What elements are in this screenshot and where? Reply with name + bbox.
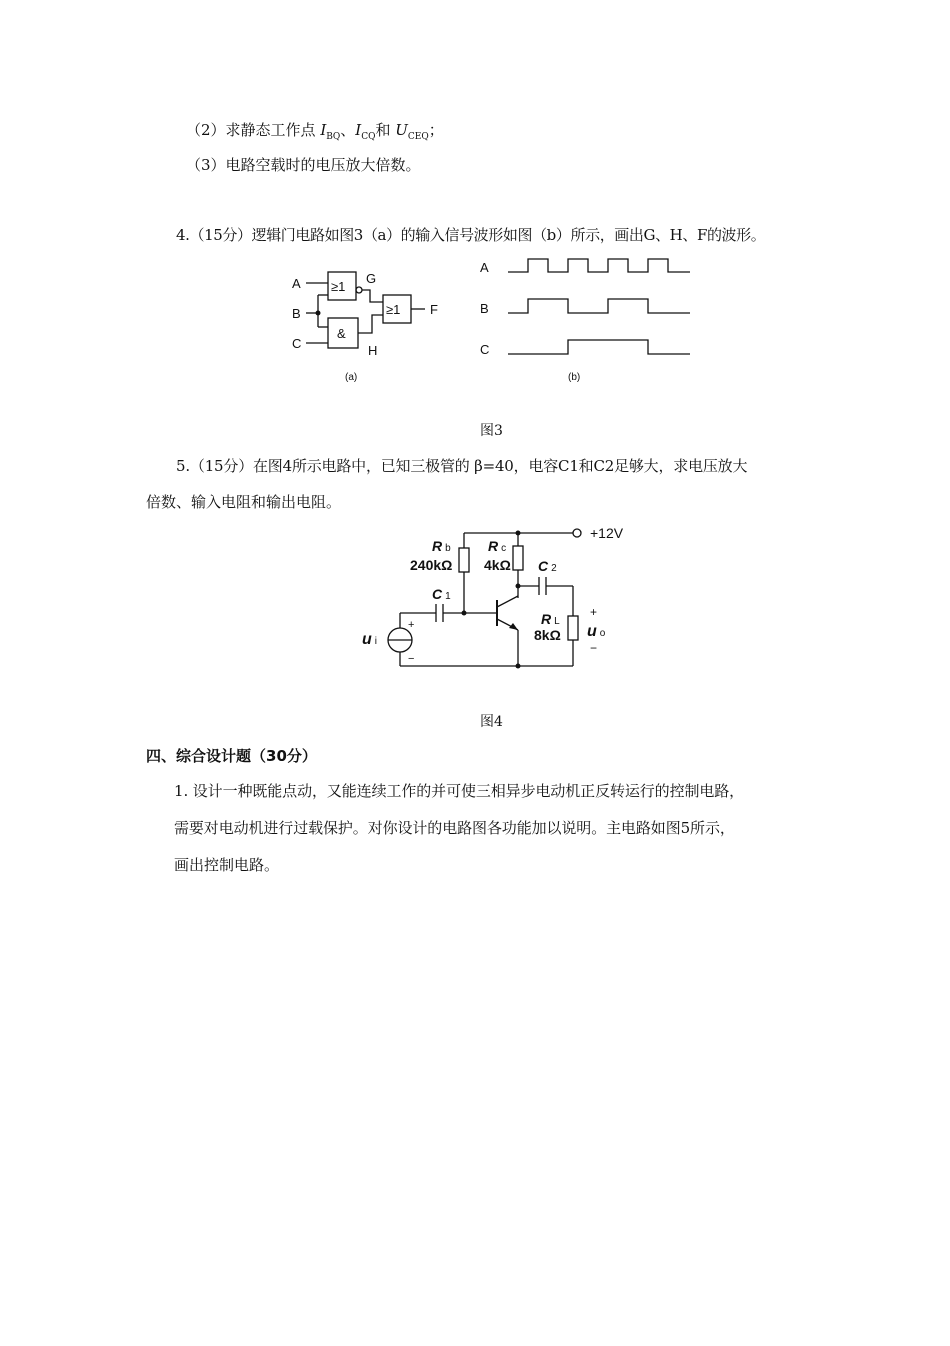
rl-name: R L xyxy=(541,611,560,627)
figure-4 xyxy=(0,520,950,685)
c1-name: C 1 xyxy=(432,586,451,602)
problem-4-text: 4.（15分）逻辑门电路如图3（a）的输入信号波形如图（b）所示，画出G、H、F的波形。 xyxy=(176,226,766,244)
design-1-line1: 1. 设计一种既能点动，又能连续工作的并可使三相异步电动机正反转运行的控制电路， xyxy=(174,782,745,800)
resistor-rl xyxy=(568,616,578,640)
uo-plus: + xyxy=(590,605,598,619)
wave-label-b: B xyxy=(480,301,489,316)
resistor-rc xyxy=(513,546,523,570)
ui-minus: − xyxy=(408,653,415,665)
question-3: （3）电路空载时的电压放大倍数。 xyxy=(186,156,421,174)
rc-name: R c xyxy=(488,538,507,554)
section-4-heading: 四、综合设计题（30分） xyxy=(146,747,317,765)
design-1-line2: 需要对电动机进行过载保护。对你设计的电路图各功能加以说明。主电路如图5所示， xyxy=(174,819,735,837)
uo-label: uo xyxy=(587,623,606,640)
or-gate-1-symbol: ≥1 xyxy=(331,279,346,294)
wave-label-a: A xyxy=(480,260,489,275)
question-2: （2）求静态工作点 $I_{BQ}$、$I_{CQ}$和 $U_{CEQ}$； xyxy=(186,121,444,142)
wave-label-c: C xyxy=(480,342,490,357)
figure-4-caption: 图4 xyxy=(480,714,503,730)
rl-value: 8kΩ xyxy=(534,627,561,643)
ui-label: ui xyxy=(362,631,378,648)
rb-name: R b xyxy=(432,538,451,554)
problem-5-text-line2: 倍数、输入电阻和输出电阻。 xyxy=(146,493,342,511)
uo-minus: − xyxy=(590,641,598,655)
rc-value: 4kΩ xyxy=(484,557,511,573)
label-a: A xyxy=(292,276,301,291)
rb-value: 240kΩ xyxy=(410,557,453,573)
label-b: B xyxy=(292,306,301,321)
subcaption-b: (b) xyxy=(568,372,581,383)
resistor-rb xyxy=(459,548,469,572)
c2-name: C 2 xyxy=(538,558,557,574)
figure-3 xyxy=(0,255,950,425)
figure-3-caption: 图3 xyxy=(480,423,503,439)
or-gate-2-symbol: ≥1 xyxy=(386,302,401,317)
label-c: C xyxy=(292,336,302,351)
ui-plus: + xyxy=(408,619,415,631)
label-h: H xyxy=(368,343,378,358)
subcaption-a: (a) xyxy=(345,372,358,383)
label-f: F xyxy=(430,302,438,317)
design-1-line3: 画出控制电路。 xyxy=(174,856,280,874)
problem-5-text-line1: 5.（15分）在图4所示电路中，已知三极管的 β=40，电容C1和C2足够大，求电压放大 xyxy=(176,457,748,475)
label-g: G xyxy=(366,271,377,286)
and-gate-symbol: & xyxy=(337,326,346,341)
vcc-label: +12V xyxy=(590,525,624,541)
